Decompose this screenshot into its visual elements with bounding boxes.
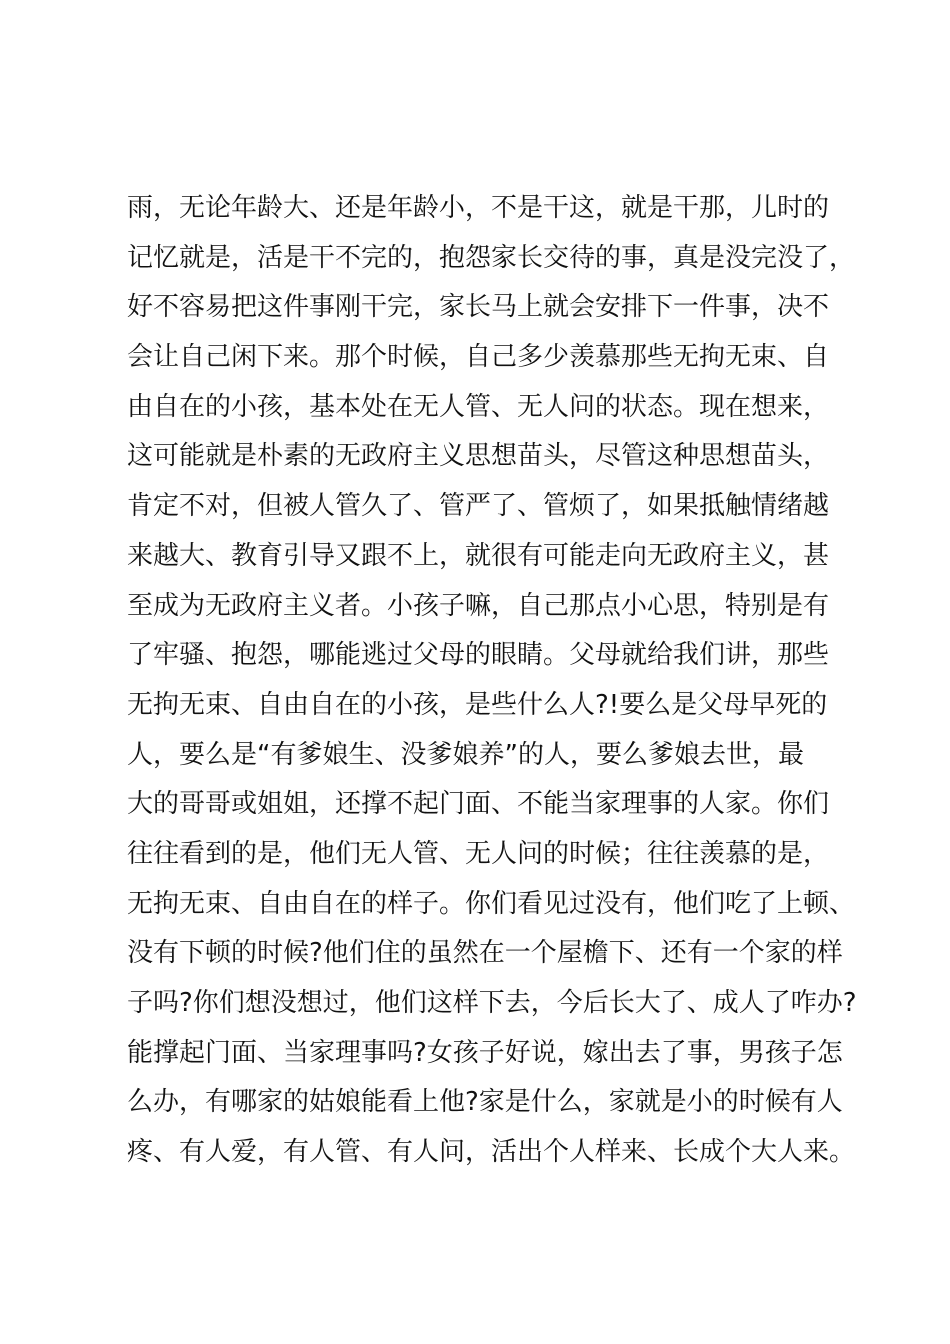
text-line: 么办，有哪家的姑娘能看上他?家是什么，家就是小的时候有人 (127, 1087, 843, 1118)
text-line: 无拘无束、自由自在的小孩，是些什么人?!要么是父母早死的 (127, 689, 828, 720)
text-line: 至成为无政府主义者。小孩子嘛，自己那点小心思，特别是有 (127, 590, 830, 621)
text-line: 无拘无束、自由自在的样子。你们看见过没有，他们吃了上顿、 (127, 888, 856, 919)
text-line: 这可能就是朴素的无政府主义思想苗头，尽管这种思想苗头， (127, 441, 830, 472)
text-line: 没有下顿的时候?他们住的虽然在一个屋檐下、还有一个家的样 (127, 938, 843, 969)
text-line: 大的哥哥或姐姐，还撑不起门面、不能当家理事的人家。你们 (127, 789, 830, 820)
text-line: 人，要么是“有爹娘生、没爹娘养”的人，要么爹娘去世，最 (127, 739, 804, 770)
text-line: 往往看到的是，他们无人管、无人问的时候；往往羡慕的是， (127, 838, 830, 869)
text-line: 雨，无论年龄大、还是年龄小，不是干这，就是干那，儿时的 (127, 193, 830, 223)
text-line: 能撑起门面、当家理事吗?女孩子好说，嫁出去了事，男孩子怎 (127, 1037, 843, 1068)
text-line: 来越大、教育引导又跟不上，就很有可能走向无政府主义，甚 (127, 540, 830, 571)
body-text (127, 184, 867, 1178)
text-line: 肯定不对，但被人管久了、管严了、管烦了，如果抵触情绪越 (127, 491, 830, 522)
text-line: 会让自己闲下来。那个时候，自己多少羡慕那些无拘无束、自 (127, 342, 830, 373)
text-line: 疼、有人爱，有人管、有人问，活出个人样来、长成个大人来。 (127, 1137, 856, 1168)
text-line: 子吗?你们想没想过，他们这样下去，今后长大了、成人了咋办? (127, 988, 857, 1018)
text-line: 记忆就是，活是干不完的，抱怨家长交待的事，真是没完没了， (127, 242, 856, 273)
text-line: 了牢骚、抱怨，哪能逃过父母的眼睛。父母就给我们讲，那些 (127, 640, 830, 671)
text-line: 好不容易把这件事刚干完，家长马上就会安排下一件事，决不 (127, 292, 830, 323)
text-line: 由自在的小孩，基本处在无人管、无人问的状态。现在想来， (127, 391, 830, 422)
